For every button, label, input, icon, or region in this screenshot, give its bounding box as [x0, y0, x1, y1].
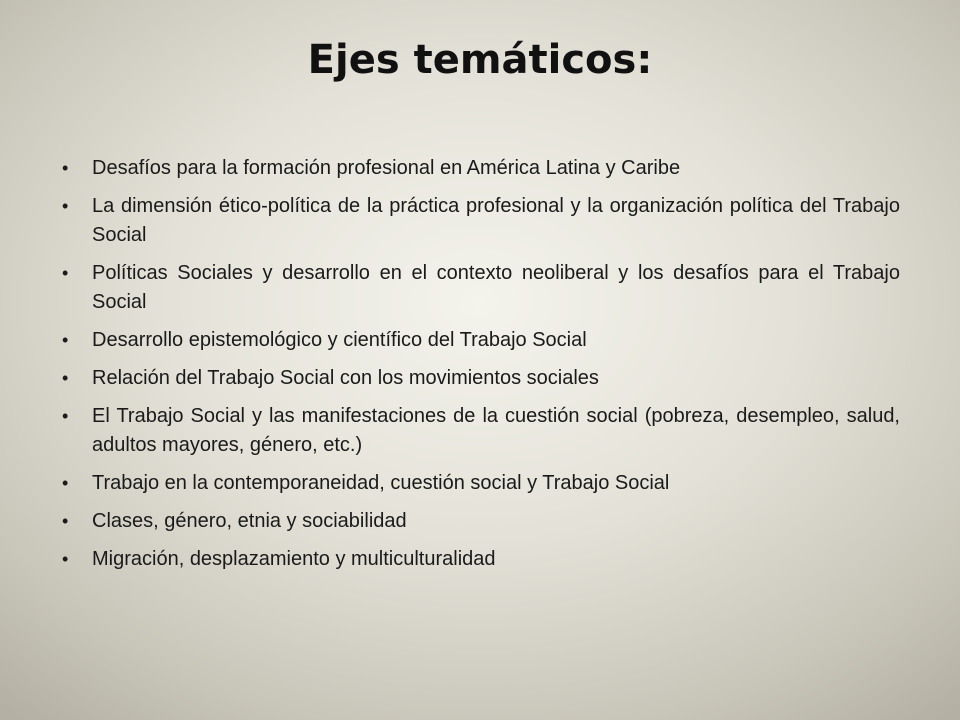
list-item	[60, 326, 900, 355]
bullet-icon: •	[62, 549, 69, 569]
bullet-list	[60, 154, 900, 583]
bullet-icon: •	[62, 263, 69, 283]
bullet-text: Desafíos para la formación profesional en América Latina y Caribe	[92, 157, 681, 179]
bullet-text: Relación del Trabajo Social con los movimientos sociales	[92, 367, 599, 389]
bullet-icon: •	[62, 406, 69, 426]
bullet-text: Clases, género, etnia y sociabilidad	[92, 510, 407, 532]
list-item	[60, 469, 900, 498]
bullet-icon: •	[62, 158, 69, 178]
slide-title: Ejes temáticos:	[307, 37, 653, 83]
list-item	[60, 259, 900, 317]
bullet-icon: •	[62, 368, 69, 388]
bullet-text: Migración, desplazamiento y multiculturalidad	[92, 548, 496, 570]
list-item	[60, 192, 900, 250]
list-item	[60, 507, 900, 536]
bullet-icon: •	[62, 511, 69, 531]
list-item	[60, 402, 900, 460]
bullet-text: Políticas Sociales y desarrollo en el contexto neoliberal y los desafíos para el Trabajo Social	[92, 262, 900, 313]
bullet-text: Trabajo en la contemporaneidad, cuestión social y Trabajo Social	[92, 472, 670, 494]
list-item	[60, 545, 900, 574]
bullet-icon: •	[62, 196, 69, 216]
list-item	[60, 364, 900, 393]
bullet-icon: •	[62, 473, 69, 493]
bullet-text: Desarrollo epistemológico y científico del Trabajo Social	[92, 329, 587, 351]
bullet-text: El Trabajo Social y las manifestaciones de la cuestión social (pobreza, desempleo, salud, adultos mayores, género, etc.)	[92, 405, 900, 456]
bullet-text: La dimensión ético-política de la práctica profesional y la organización política del Trabajo Social	[92, 195, 900, 246]
list-item	[60, 154, 900, 183]
bullet-icon: •	[62, 330, 69, 350]
